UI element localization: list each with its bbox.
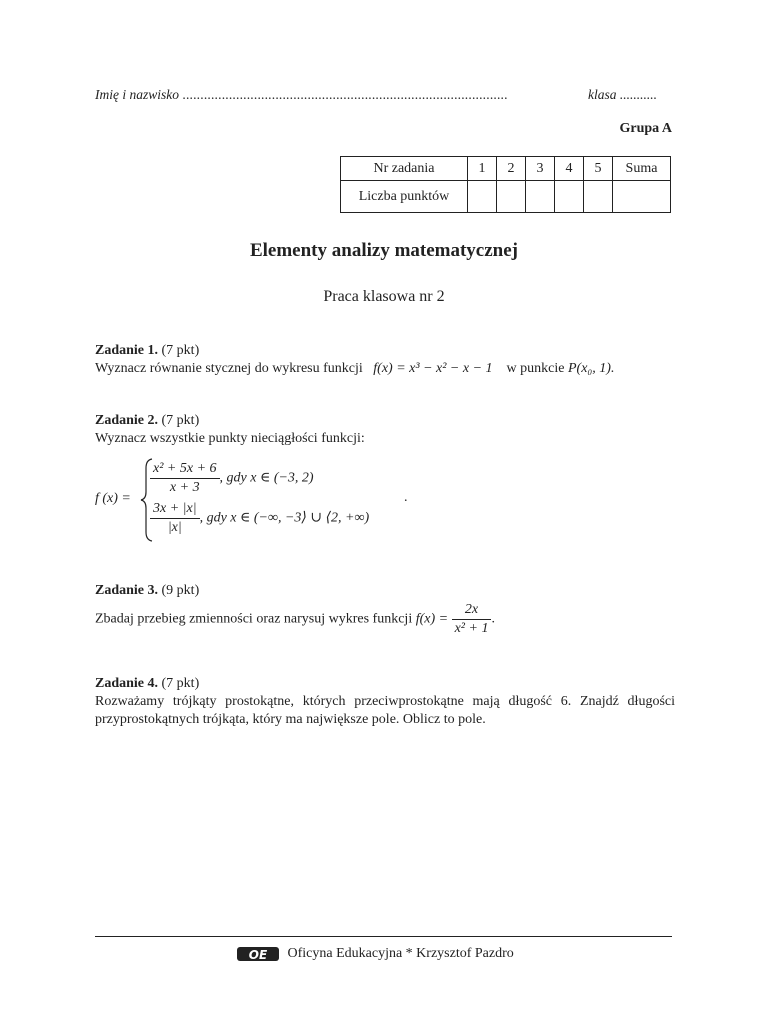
points-cell-3 xyxy=(526,181,555,213)
page-title: Elementy analizy matematycznej xyxy=(249,240,519,261)
task-2-case-2 xyxy=(150,501,369,536)
publisher-logo-icon xyxy=(236,945,280,963)
task-3-heading xyxy=(95,583,199,599)
task-3-denominator: x² + 1 xyxy=(454,621,489,636)
task-4-heading xyxy=(95,676,199,692)
task-1-formula: f(x) = x³ − x² − x − 1 xyxy=(373,361,493,376)
class-line xyxy=(588,87,657,103)
task-1-text2: w punkcie xyxy=(506,361,565,376)
points-cell-4 xyxy=(555,181,584,213)
task-number-label: Nr zadania xyxy=(341,157,468,181)
task-3-title: Zadanie 3. xyxy=(95,583,159,598)
case-1-denominator: x + 3 xyxy=(169,480,200,495)
footer xyxy=(236,945,514,963)
class-dots: ........... xyxy=(619,87,657,102)
name-line xyxy=(95,87,508,103)
case-1-condition: , gdy x ∈ (−3, 2) xyxy=(219,470,314,486)
footer-text: Oficyna Edukacyjna * Krzysztof Pazdro xyxy=(287,946,514,962)
case-2-numerator: 3x + |x| xyxy=(150,501,200,519)
task-1-point: P(x₀, 1). xyxy=(567,361,615,376)
task-2-points: (7 pkt) xyxy=(161,413,200,428)
case-1-fraction xyxy=(150,461,220,496)
task-2-heading xyxy=(95,413,199,429)
points-cell-5 xyxy=(584,181,613,213)
task-2-case-1 xyxy=(150,461,314,496)
points-cell-2 xyxy=(497,181,526,213)
task-col-3: 3 xyxy=(526,157,555,181)
task-3-text xyxy=(95,602,495,637)
task-3-fraction xyxy=(452,602,492,637)
task-3-numerator: 2x xyxy=(452,602,492,620)
publisher-logo-text: OE xyxy=(248,948,268,962)
task-1-title: Zadanie 1. xyxy=(95,343,159,358)
footer-divider xyxy=(95,936,672,937)
score-points-row xyxy=(341,181,671,213)
task-3-instruction: Zbadaj przebieg zmienności oraz narysuj wykres funkcji xyxy=(95,611,413,627)
task-3-end: . xyxy=(491,611,495,627)
case-2-condition: , gdy x ∈ (−∞, −3⟩ ∪ ⟨2, +∞) xyxy=(199,510,370,526)
task-1-text xyxy=(95,361,614,377)
points-label: Liczba punktów xyxy=(341,181,468,213)
task-1-points: (7 pkt) xyxy=(161,343,200,358)
task-col-1: 1 xyxy=(468,157,497,181)
task-4-title: Zadanie 4. xyxy=(95,676,159,691)
sum-label: Suma xyxy=(613,157,671,181)
task-2-instruction: Wyznacz wszystkie punkty nieciągłości funkcji: xyxy=(95,431,365,446)
page-subtitle: Praca klasowa nr 2 xyxy=(323,288,445,305)
score-header-row xyxy=(341,157,671,181)
task-4-points: (7 pkt) xyxy=(161,676,200,691)
task-2-fx: f (x) = xyxy=(95,491,131,506)
points-cell-1 xyxy=(468,181,497,213)
task-3-points: (9 pkt) xyxy=(161,583,200,598)
task-2-end: . xyxy=(404,490,408,505)
task-1-instruction: Wyznacz równanie stycznej do wykresu funkcji xyxy=(95,361,363,376)
class-label: klasa xyxy=(588,87,617,102)
task-col-4: 4 xyxy=(555,157,584,181)
score-table xyxy=(340,156,671,213)
name-dots: ........................................................................................... xyxy=(182,87,508,102)
task-col-2: 2 xyxy=(497,157,526,181)
task-1-heading xyxy=(95,343,199,359)
task-4-text: Rozważamy trójkąty prostokątne, których przeciwprostokątne mają długość 6. Znajdź długości przyprostokątnych trójkąta, który ma największe pole. Oblicz to pole. xyxy=(95,694,675,727)
name-label: Imię i nazwisko xyxy=(95,87,179,102)
case-2-denominator: |x| xyxy=(167,520,182,535)
case-2-fraction xyxy=(150,501,200,536)
task-3-fx: f(x) = xyxy=(415,611,449,627)
task-col-5: 5 xyxy=(584,157,613,181)
task-2-title: Zadanie 2. xyxy=(95,413,159,428)
points-cell-sum xyxy=(613,181,671,213)
case-1-numerator: x² + 5x + 6 xyxy=(150,461,220,479)
group-label: Grupa A xyxy=(619,121,672,136)
